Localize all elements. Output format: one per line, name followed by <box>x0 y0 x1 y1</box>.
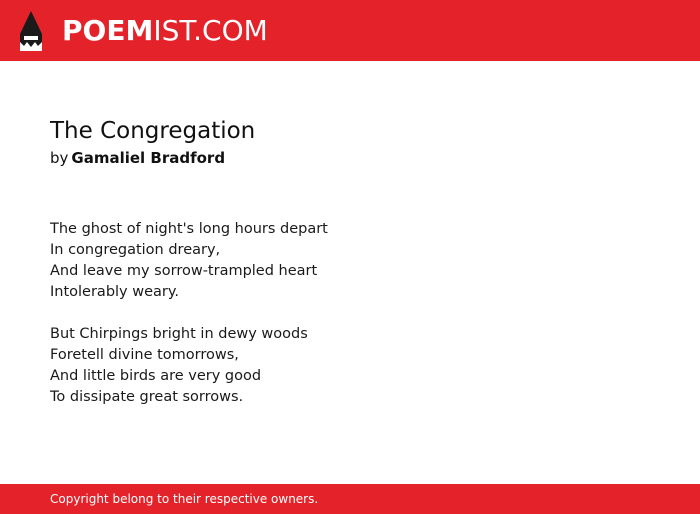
copyright-text: Copyright belong to their respective owners. <box>50 492 319 506</box>
poem-body <box>50 219 650 408</box>
poem-line: To dissipate great sorrows. <box>50 389 244 405</box>
poem-line: Foretell divine tomorrows, <box>50 347 239 363</box>
poem-line: And leave my sorrow-trampled heart <box>50 263 318 279</box>
stanza <box>50 324 650 408</box>
site-logo-text <box>62 13 268 47</box>
site-header <box>0 0 700 61</box>
poem-line: The ghost of night's long hours depart <box>50 221 328 237</box>
poem-line: Intolerably weary. <box>50 284 179 300</box>
poem-content <box>50 115 650 429</box>
logo-bold-part: POEM <box>62 13 154 47</box>
poem-line: And little birds are very good <box>50 368 262 384</box>
byline <box>50 147 650 169</box>
site-logo-link[interactable] <box>18 10 268 52</box>
site-footer <box>0 484 700 514</box>
stanza <box>50 219 650 303</box>
logo-light-part: IST.COM <box>153 13 268 47</box>
pen-nib-icon <box>18 10 44 52</box>
byline-prefix: by <box>50 149 69 167</box>
poem-title: The Congregation <box>50 118 256 144</box>
author-name: Gamaliel Bradford <box>71 149 226 167</box>
poem-line: In congregation dreary, <box>50 242 221 258</box>
poem-line: But Chirpings bright in dewy woods <box>50 326 308 342</box>
